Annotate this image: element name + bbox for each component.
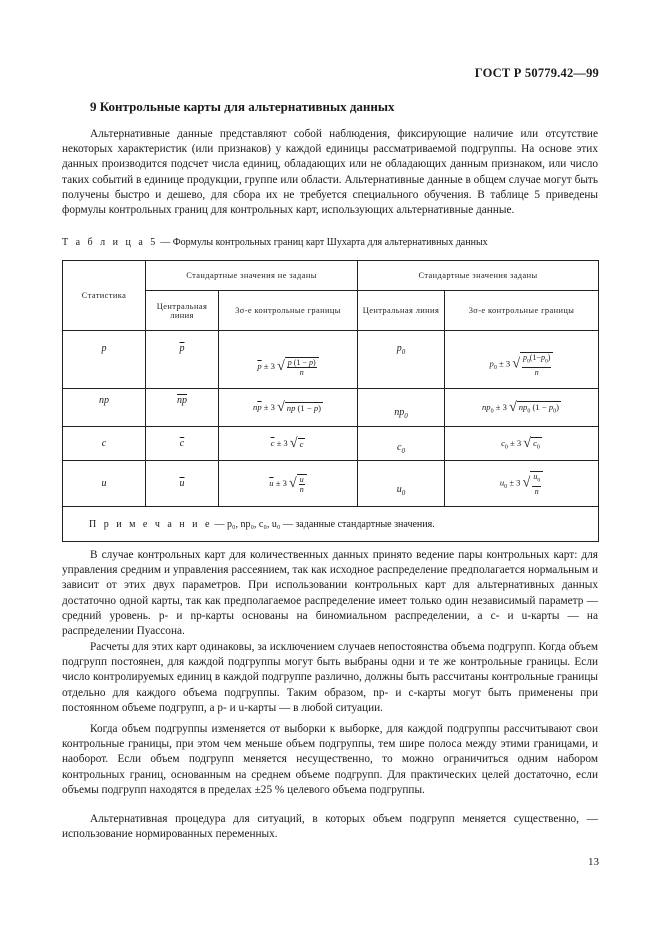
center-u0: $u_0$ <box>358 461 445 507</box>
control-limits-table <box>62 260 599 542</box>
intro-paragraph: Альтернативные данные представляют собой наблюдения, фиксирующие наличие или отсутствие некоторых характеристик (или признаков) у каждой единицы рассматриваемой подгруппы. На основе этих данных производится подсчет числа единиц, обладающих или не обладающих данным признаком, или число таких событий в единице продукции, группе или области. Альтернативные данные в общем случае могут быть получены быстро и дешево, для сбора их не требуется специального обучения. В таблице 5 приведены формулы контрольных границ для контрольных карт, использующих альтернативные данные. <box>62 128 598 217</box>
body-paragraph-4: Альтернативная процедура для ситуаций, в которых объем подгрупп меняется существенно, — использование нормированных переменных. <box>62 813 598 841</box>
table-row <box>63 331 599 389</box>
table-caption <box>62 237 598 248</box>
header-statistic: Статистика <box>63 261 146 331</box>
limits-c: $\overline{c} \pm 3$ √ c <box>219 427 358 461</box>
center-p0: $p_0$ <box>358 331 445 389</box>
center-np0: $np_0$ <box>358 389 445 427</box>
header-center-line-1: Центральная линия <box>146 291 219 331</box>
limits-p: $\overline{p} \pm 3$ √ $\frac{p (1 - \overline{p})}{n}$ <box>219 331 358 389</box>
header-center-line-2: Центральная линия <box>358 291 445 331</box>
page-number: 13 <box>588 856 599 868</box>
body-paragraph-3: Когда объем подгруппы изменяется от выборки к выборке, для каждой подгруппы рассчитывают свои контрольные границы, при этом чем меньше объем подгруппы, тем шире полоса между этими границами, и наоборот. Если объем подгрупп меняется несущественно, то можно ограничиться одним набором контрольных границ, основанным на среднем объеме подгрупп. Для практических целей достаточно, если объемы подгрупп находятся в пределах ±25 % целевого объема подгруппы. <box>62 723 598 796</box>
stat-p: p <box>63 331 146 389</box>
header-limits-2: 3σ-е контрольные границы <box>445 291 599 331</box>
stat-u: u <box>63 461 146 507</box>
table-row <box>63 461 599 507</box>
limits-u0: $u_0 \pm 3$ √ $\frac{u_0}{n}$ <box>445 461 599 507</box>
limits-np: $n\overline{p} \pm 3$ √ $n\overline{p}$ $(1 - \overline{p})$ <box>219 389 358 427</box>
header-set: Стандартные значения заданы <box>358 261 599 291</box>
center-np: $\overline{np}$ <box>146 389 219 427</box>
header-not-set: Стандартные значения не заданы <box>146 261 358 291</box>
center-u: $\overline{u}$ <box>146 461 219 507</box>
limits-p0: $p_0 \pm 3$ √ $\frac{p_0(1-p_0)}{n}$ <box>445 331 599 389</box>
limits-u: $\overline{u} \pm 3$ √ $\frac{u}{n}$ <box>219 461 358 507</box>
table-note <box>63 507 599 542</box>
section-title: 9 Контрольные карты для альтернативных данных <box>90 99 395 114</box>
document-code: ГОСТ Р 50779.42—99 <box>474 66 599 80</box>
center-c0: $c_0$ <box>358 427 445 461</box>
table-note-text: — p₀, np₀, c₀, u₀ — заданные стандартные значения. <box>211 518 435 530</box>
table-note-row <box>63 507 599 542</box>
body-paragraph-2: Расчеты для этих карт одинаковы, за исключением случаев непостоянства объема подгрупп. Когда объем подгрупп постоянен, для каждой подгруппы могут быть выбраны одни и те же контрольные границы. Если число контролируемых единиц в каждой подгруппе различно, должны быть рассчитаны контрольные границы отдельно для каждого объема подгруппы. Таким образом, np- и c-карты могут быть применены при постоянном объеме подгрупп, а p- и u-карты — в любой ситуации. <box>62 641 598 714</box>
stat-np: np <box>63 389 146 427</box>
limits-np0: $np_0 \pm 3$ √ $np_0$ $(1 - p_0)$ <box>445 389 599 427</box>
stat-c: c <box>63 427 146 461</box>
center-c: $\overline{c}$ <box>146 427 219 461</box>
table-caption-text: — Формулы контрольных границ карт Шухарта для альтернативных данных <box>157 237 488 248</box>
center-p: $\overline{p}$ <box>146 331 219 389</box>
table-row <box>63 389 599 427</box>
table-caption-label: Т а б л и ц а 5 <box>62 237 158 248</box>
header-limits-1: 3σ-е контрольные границы <box>219 291 358 331</box>
limits-c0: $c_0 \pm 3$ √ $c_0$ <box>445 427 599 461</box>
table-note-label: П р и м е ч а н и е <box>89 518 212 530</box>
body-paragraph-1: В случае контрольных карт для количественных данных принято ведение пары контрольных карт: для управления средним и управления рассеянием, так как исходное распределение предполагается нормальным и зависит от этих двух параметров. При использовании контрольных карт для альтернативных данных достаточно одной карты, так как предполагаемое распределение имеет только один независимый параметр — средний уровень. p- и np-карты основаны на биномиальном распределении, а c- и u-карты — на распределении Пуассона. <box>62 549 598 638</box>
table-row <box>63 427 599 461</box>
